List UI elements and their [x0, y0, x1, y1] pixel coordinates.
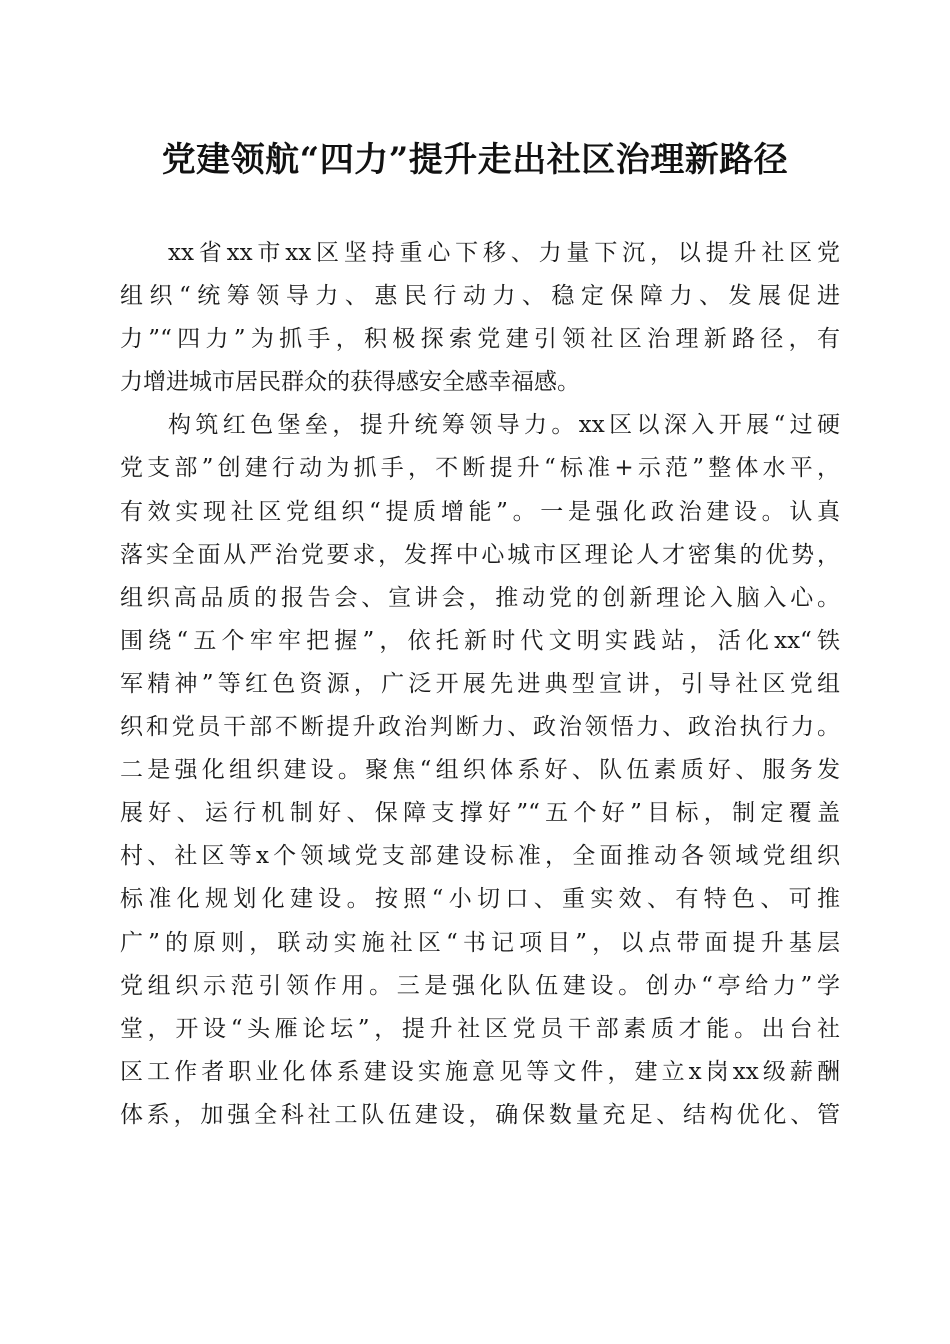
text-line: 力”“四力”为抓手，积极探索党建引领社区治理新路径，有 — [120, 326, 840, 353]
text-line: 党组织示范引领作用。三是强化队伍建设。创办“亭给力”学 — [120, 972, 840, 999]
text-line: xx省xx市xx区坚持重心下移、力量下沉，以提升社区党 — [168, 240, 840, 266]
text-line: 构筑红色堡垒，提升统筹领导力。xx区以深入开展“过硬 — [168, 412, 840, 439]
text-line: 体系，加强全科社工队伍建设，确保数量充足、结构优化、管 — [120, 1101, 840, 1128]
text-line: 村、社区等x个领域党支部建设标准，全面推动各领域党组织 — [120, 843, 840, 870]
paragraph-1 — [120, 232, 840, 404]
text-line: 展好、运行机制好、保障支撑好”“五个好”目标，制定覆盖 — [120, 800, 840, 827]
text-line: 围绕“五个牢牢把握”，依托新时代文明实践站，活化xx“铁 — [120, 627, 840, 654]
text-line: 标准化规划化建设。按照“小切口、重实效、有特色、可推 — [120, 886, 840, 913]
text-line: 广”的原则，联动实施社区“书记项目”，以点带面提升基层 — [120, 929, 840, 956]
text-line: 组织高品质的报告会、宣讲会，推动党的创新理论入脑入心。 — [120, 584, 840, 611]
document-body — [120, 232, 840, 1137]
text-line: 织和党员干部不断提升政治判断力、政治领悟力、政治执行力。 — [120, 714, 840, 741]
text-line: 军精神”等红色资源，广泛开展先进典型宣讲，引导社区党组 — [120, 670, 840, 697]
text-line: 力增进城市居民群众的获得感安全感幸福感。 — [120, 369, 580, 396]
paragraph-2 — [120, 404, 840, 1137]
document-title: 党建领航“四力”提升走出社区治理新路径 — [161, 140, 789, 180]
text-line: 堂，开设“头雁论坛”，提升社区党员干部素质才能。出台社 — [120, 1015, 840, 1042]
text-line: 党支部”创建行动为抓手，不断提升“标准+示范”整体水平， — [120, 455, 840, 482]
text-line: 组织“统筹领导力、惠民行动力、稳定保障力、发展促进 — [120, 283, 840, 310]
text-line: 区工作者职业化体系建设实施意见等文件，建立x岗xx级薪酬 — [120, 1058, 840, 1085]
text-line: 落实全面从严治党要求，发挥中心城市区理论人才密集的优势， — [120, 541, 840, 568]
text-line: 二是强化组织建设。聚焦“组织体系好、队伍素质好、服务发 — [120, 757, 840, 784]
text-line: 有效实现社区党组织“提质增能”。一是强化政治建设。认真 — [120, 498, 840, 525]
